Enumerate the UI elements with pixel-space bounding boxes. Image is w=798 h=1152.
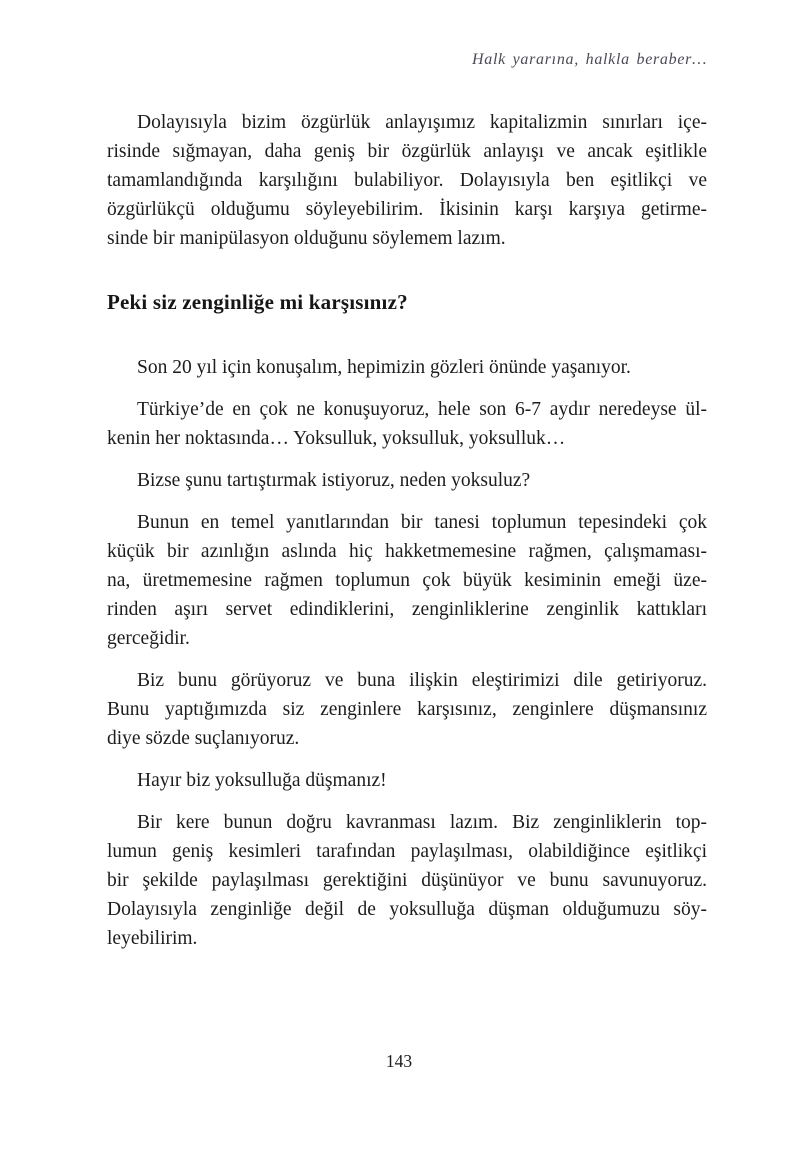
text-line: kenin her noktasında… Yoksulluk, yoksulluk, yoksulluk… <box>107 428 566 449</box>
text-line: tamamlandığında karşılığını bulabiliyor. Dolayısıyla ben eşitlikçi ve <box>107 170 707 191</box>
section-heading: Peki siz zenginliğe mi karşısınız? <box>107 290 408 314</box>
page-body <box>107 108 707 953</box>
page-number: 143 <box>385 1051 413 1071</box>
text-line: Biz bunu görüyoruz ve buna ilişkin eleştirimizi dile getiriyoruz. <box>137 670 707 691</box>
text-line: özgürlükçü olduğumu söyleyebilirim. İkisinin karşı karşıya getirme- <box>107 199 707 220</box>
paragraph <box>107 466 707 495</box>
running-head: Halk yararına, halkla beraber… <box>472 51 707 68</box>
text-line: Dolayısıyla zenginliğe değil de yoksulluğa düşman olduğumuzu söy- <box>107 899 707 920</box>
text-column <box>107 50 707 966</box>
text-line: diye sözde suçlanıyoruz. <box>107 728 300 749</box>
text-line: Son 20 yıl için konuşalım, hepimizin gözleri önünde yaşanıyor. <box>137 357 631 378</box>
text-line: Türkiye’de en çok ne konuşuyoruz, hele son 6-7 aydır neredeyse ül- <box>137 399 707 420</box>
paragraph <box>107 353 707 382</box>
paragraph <box>107 108 707 253</box>
paragraph <box>107 766 707 795</box>
paragraph <box>107 808 707 953</box>
text-line: Bizse şunu tartıştırmak istiyoruz, neden yoksuluz? <box>137 470 531 491</box>
paragraph <box>107 666 707 753</box>
text-line: sinde bir manipülasyon olduğunu söylemem lazım. <box>107 228 506 249</box>
text-line: na, üretmemesine rağmen toplumun çok büyük kesiminin emeği üze- <box>107 570 707 591</box>
text-line: Dolayısıyla bizim özgürlük anlayışımız kapitalizmin sınırları içe- <box>137 112 707 133</box>
text-line: gerceğidir. <box>107 628 190 649</box>
text-line: leyebilirim. <box>107 928 198 949</box>
text-line: bir şekilde paylaşılması gerektiğini düşünüyor ve bunu savunuyoruz. <box>107 870 707 891</box>
text-line: rinden aşırı servet edindiklerini, zenginliklerine zenginlik kattıkları <box>107 599 707 620</box>
text-line: Bunun en temel yanıtlarından bir tanesi toplumun tepesindeki çok <box>137 512 707 533</box>
paragraph <box>107 508 707 653</box>
text-line: Bir kere bunun doğru kavranması lazım. Biz zenginliklerin top- <box>137 812 707 833</box>
text-line: küçük bir azınlığın aslında hiç hakketmemesine rağmen, çalışmaması- <box>107 541 707 562</box>
text-line: risinde sığmayan, daha geniş bir özgürlük anlayışı ve ancak eşitlikle <box>107 141 707 162</box>
text-line: lumun geniş kesimleri tarafından paylaşılması, olabildiğince eşitlikçi <box>107 841 707 862</box>
text-line: Hayır biz yoksulluğa düşmanız! <box>137 770 387 791</box>
paragraph <box>107 395 707 453</box>
text-line: Bunu yaptığımızda siz zenginlere karşısınız, zenginlere düşmansınız <box>107 699 707 720</box>
